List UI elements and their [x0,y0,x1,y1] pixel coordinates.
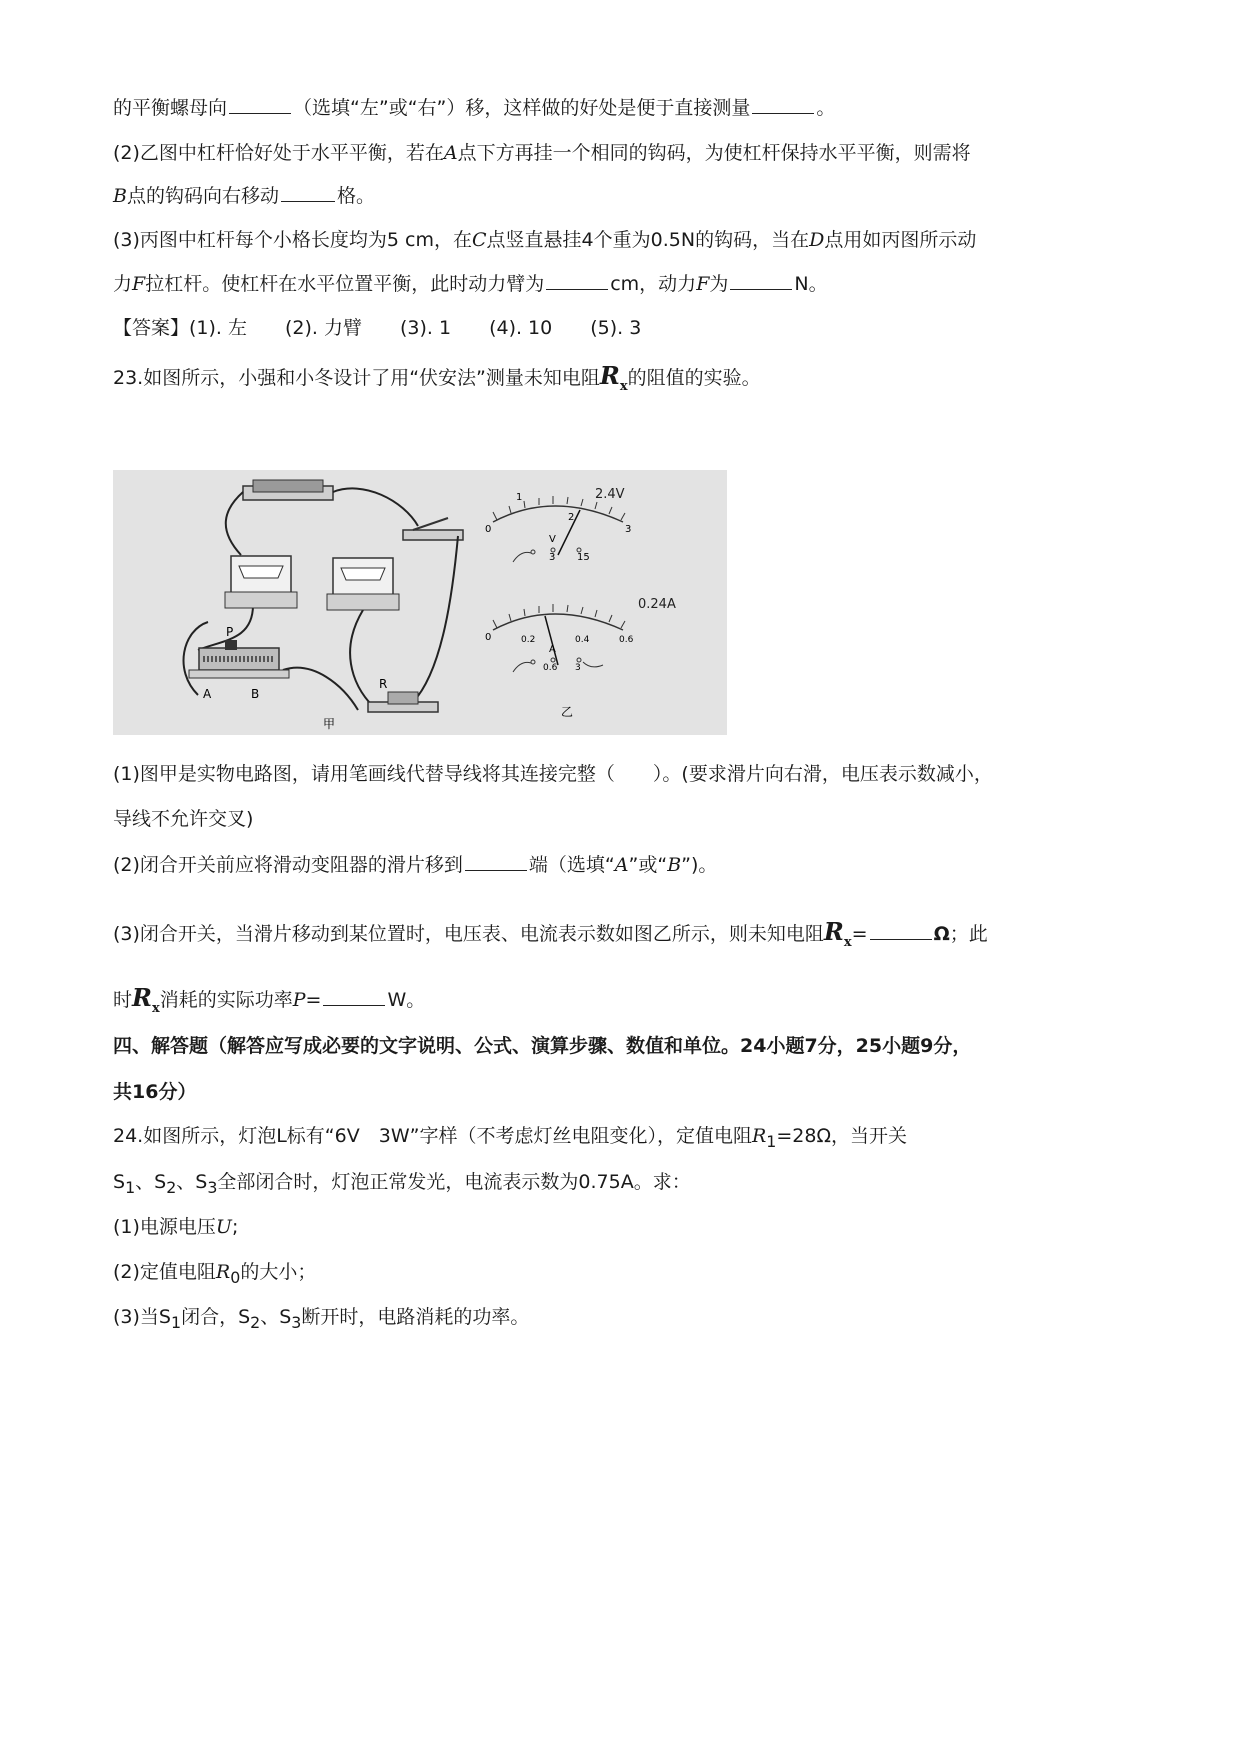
subscript: 3 [291,1312,302,1332]
volt-tick-0: 0 [485,524,492,535]
subscript: 2 [166,1177,177,1197]
volt-tick-3: 3 [625,524,632,535]
answer-blank[interactable] [546,271,608,290]
answer-blank[interactable] [870,921,932,940]
volt-tick-2: 2 [568,512,575,523]
q23-title [113,362,761,401]
text: =28Ω，当开关 [776,1125,907,1147]
text: 端（选填“ [528,854,615,876]
text: 、S [135,1171,167,1193]
volt-term-3: 3 [549,552,556,563]
text: (2)定值电阻 [113,1261,216,1283]
text: = [305,989,322,1011]
text: = [851,923,868,945]
q23-part1-line2: 导线不允许交叉) [113,808,254,830]
label-a: A [203,687,212,701]
answer-blank[interactable] [730,271,792,290]
var-label: F [132,273,146,295]
text: 消耗的实际功率 [159,989,293,1011]
omega-symbol: Ω [933,923,950,945]
text: 点下方再挂一个相同的钩码，为使杠杆保持水平平衡，则需将 [457,142,971,164]
q24-part1 [113,1213,238,1241]
amp-tick-0-2: 0.2 [521,635,536,645]
q24-part3 [113,1303,529,1337]
point-label: D [809,229,825,251]
q22-line1 [113,94,835,122]
circuit-figure [113,470,727,735]
text: 23.如图所示，小强和小冬设计了用“伏安法”测量未知电阻 [113,367,600,389]
text: 的平衡螺母向 [113,97,228,119]
text: 的大小； [240,1261,317,1283]
text: ”)。 [681,854,718,876]
q24-part2 [113,1258,316,1292]
text: 拉杠杆。使杠杆在水平位置平衡，此时动力臂为 [145,273,545,295]
text: 。 [816,97,836,119]
q22-answer: 【答案】(1). 左 (2). 力臂 (3). 1 (4). 10 (5). 3 [113,317,642,339]
text: (1)电源电压 [113,1216,216,1238]
text: W。 [387,989,426,1011]
point-label: A [443,142,458,164]
var-label: P [292,989,306,1011]
text: 闭合，S [181,1306,251,1328]
subscript: 2 [250,1312,261,1332]
text: ；此 [949,923,988,945]
label-jia: 甲 [323,717,336,731]
text: 、S [260,1306,292,1328]
q23-part1-line1: (1)图甲是实物电路图，请用笔画线代替导线将其连接完整（ ）。(要求滑片向右滑，电压表示数减小， [113,763,993,785]
volt-unit: V [549,534,556,545]
ammeter-needle [545,616,558,665]
amp-tick-0-4: 0.4 [575,635,590,645]
label-p: P [226,625,234,639]
subscript: 1 [170,1312,182,1332]
q22-line4 [113,226,976,254]
answer-blank[interactable] [465,852,527,871]
text: (3)闭合开关，当滑片移动到某位置时，电压表、电流表示数如图乙所示，则未知电阻 [113,923,824,945]
text: 点用如丙图所示动 [824,229,977,251]
answer-blank[interactable] [281,183,335,202]
section4-heading-line1: 四、解答题（解答应写成必要的文字说明、公式、演算步骤、数值和单位。24小题7分，25小题9分， [113,1035,972,1057]
var-label: R [751,1125,767,1147]
circuit-diagram [113,470,727,735]
text: cm，动力 [610,273,697,295]
voltmeter-scale [493,506,623,522]
text: ”或“ [628,854,668,876]
rx-symbol: $R_x$ [599,361,628,394]
text: 时 [113,989,133,1011]
text: 断开时，电路消耗的功率。 [301,1306,530,1328]
amp-term-0-6: 0.6 [543,663,558,673]
q22-line2 [113,139,971,167]
var-label: U [215,1216,232,1238]
text: ; [231,1216,239,1238]
switch-icon [403,530,463,540]
text: (2)乙图中杠杆恰好处于水平平衡，若在 [113,142,444,164]
amp-term-3: 3 [575,663,581,673]
text: 的阻值的实验。 [627,367,761,389]
rx-symbol: $R_x$ [132,983,160,1016]
answer-blank[interactable] [752,95,814,114]
answer-blank[interactable] [229,95,291,114]
var-label: R [215,1261,231,1283]
point-label: C [472,229,487,251]
text: S [113,1171,126,1193]
volt-handwritten-note: 2.4V [595,487,625,502]
subscript: 0 [230,1267,241,1287]
text: 力 [113,273,133,295]
text: 点的钩码向右移动 [126,185,279,207]
q24-line1 [113,1122,907,1156]
q23-part4 [113,984,425,1023]
text: 全部闭合时，灯泡正常发光，电流表示数为0.75A。求： [217,1171,691,1193]
volt-tick-1: 1 [516,492,523,503]
text: (3)当S [113,1306,171,1328]
var-label: F [696,273,710,295]
q24-line2 [113,1168,691,1202]
label-yi: 乙 [561,705,574,719]
text: （选填“左”或“右”）移，这样做的好处是便于直接测量 [293,97,751,119]
q22-line5 [113,270,828,298]
text: 为 [709,273,729,295]
q23-part2 [113,851,717,879]
label-b: B [251,687,260,701]
point-label: B [113,185,127,207]
text: 点竖直悬挂4个重为0.5N的钩码，当在 [486,229,810,251]
subscript: 3 [207,1177,218,1197]
text: 、S [176,1171,208,1193]
text: 格。 [336,185,375,207]
text: N。 [794,273,828,295]
amp-tick-0-6: 0.6 [619,635,634,645]
label-rx: R [379,677,388,691]
section4-heading-line2: 共16分） [113,1081,197,1103]
text: (3)丙图中杠杆每个小格长度均为5 cm，在 [113,229,472,251]
ammeter-scale [493,614,623,630]
subscript: 1 [766,1131,777,1151]
text: 24.如图所示，灯泡L标有“6V 3W”字样（不考虑灯丝电阻变化），定值电阻 [113,1125,752,1147]
point-label: A [614,854,629,876]
q23-part3 [113,918,988,957]
rx-symbol: $R_x$ [823,917,852,950]
subscript: 1 [125,1177,136,1197]
text: (2)闭合开关前应将滑动变阻器的滑片移到 [113,854,463,876]
amp-unit: A [549,644,556,655]
q22-line3 [113,182,375,210]
point-label: B [667,854,682,876]
amp-tick-0: 0 [485,632,492,643]
amp-handwritten-note: 0.24A [638,597,676,612]
answer-blank[interactable] [323,987,385,1006]
volt-term-15: 15 [577,552,590,563]
